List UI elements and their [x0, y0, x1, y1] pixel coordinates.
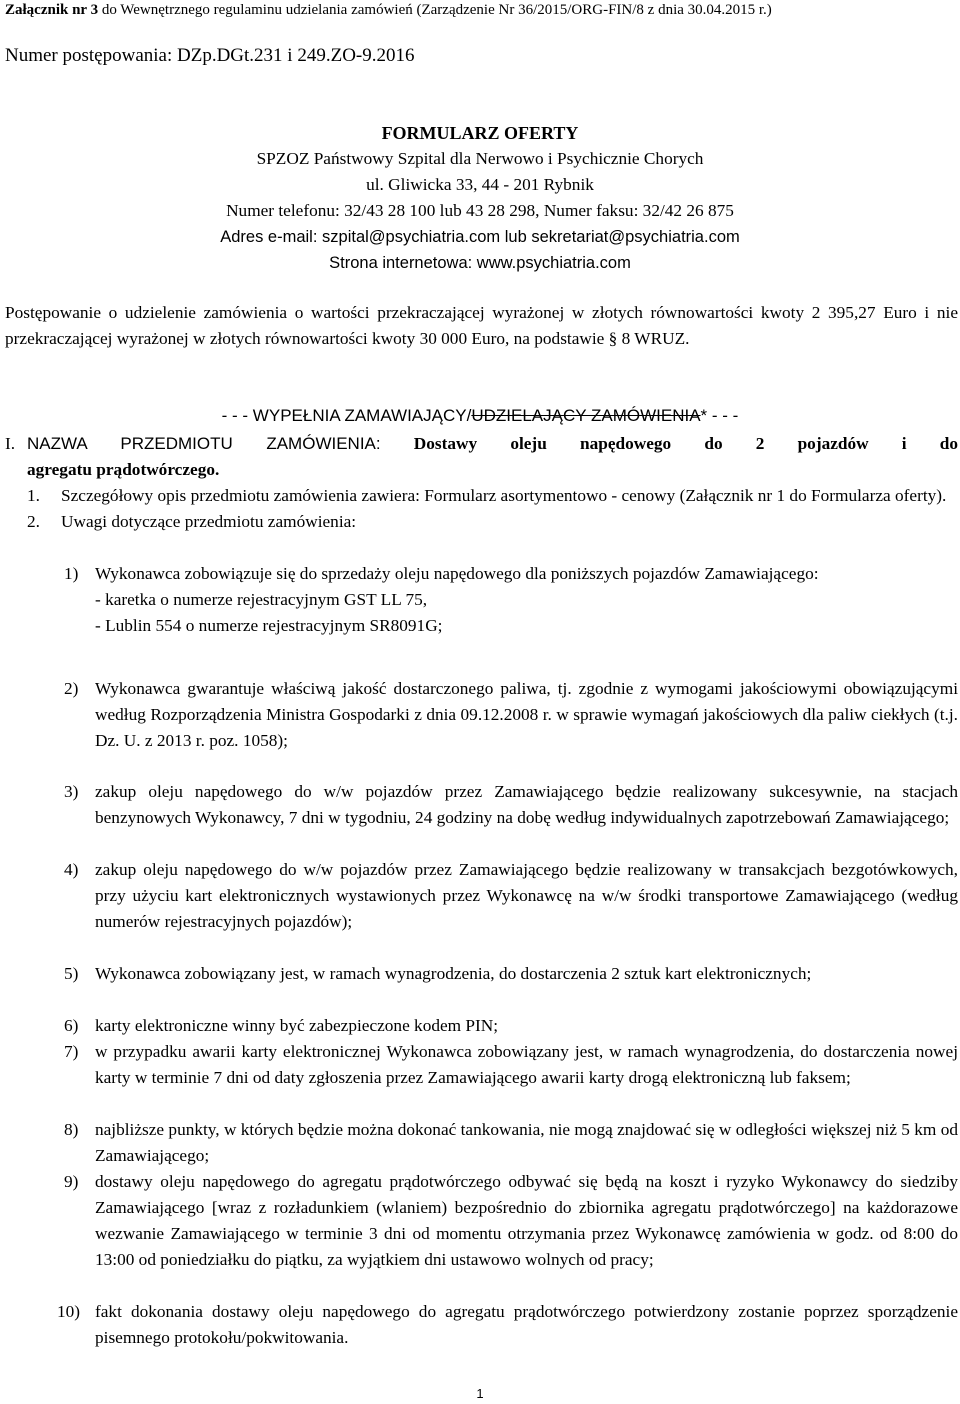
form-header — [0, 120, 960, 276]
sub-item-number: 3) — [64, 782, 79, 801]
sub-item-number: 7) — [64, 1042, 79, 1061]
item-number: 1. — [27, 486, 40, 505]
sub-item-3 — [27, 779, 958, 831]
attachment-reference: do Wewnętrznego regulaminu udzielania zamówień (Zarządzenie Nr 36/2015/ORG-FIN/8 z dnia 30.04.2015 r.) — [98, 2, 772, 18]
sub-item-number: 9) — [64, 1172, 79, 1191]
sub-item-number: 5) — [64, 964, 79, 983]
sub-item-9 — [27, 1169, 958, 1273]
sub-item-10 — [27, 1299, 958, 1351]
sub-item-5 — [27, 961, 958, 987]
section-number: I. — [5, 434, 16, 453]
sub-item-6 — [27, 1013, 958, 1039]
item-text: Szczegółowy opis przedmiotu zamówienia zawiera: Formularz asortymentowo - cenowy (Załącznik nr 1 do Formularza oferty). — [61, 486, 947, 505]
sub-item-number: 10) — [57, 1302, 81, 1321]
sub-item-number: 4) — [64, 860, 79, 879]
sub-item-text: w przypadku awarii karty elektronicznej Wykonawca zobowiązany jest, w ramach wynagrodzenia, do dostarczenia nowej karty w terminie 7 dni od daty zgłoszenia przez Zamawiającego awarii karty drogą elektroniczną lub faksem; — [95, 1042, 958, 1087]
sub-item-1 — [27, 561, 958, 639]
procedure-description — [5, 300, 958, 352]
list-item — [27, 483, 958, 509]
subject-value-1: Dostawy oleju napędowego do 2 pojazdów i do — [413, 434, 958, 453]
section-subject — [5, 431, 958, 483]
sub-item-4 — [27, 857, 958, 935]
vehicle-line: - karetka o numerze rejestracyjnym GST LL 75, — [95, 590, 428, 609]
sub-item-8 — [27, 1117, 958, 1169]
fill-prefix: - - - WYPEŁNIA ZAMAWIAJĄCY/ — [221, 406, 472, 425]
institution-address: ul. Gliwicka 33, 44 - 201 Rybnik — [366, 175, 594, 194]
sub-item-2 — [27, 676, 958, 754]
items-list — [27, 483, 958, 535]
email-line: Adres e-mail: szpital@psychiatria.com lub sekretariat@psychiatria.com — [220, 228, 740, 246]
sub-item-number: 6) — [64, 1016, 79, 1035]
sub-item-text: Wykonawca gwarantuje właściwą jakość dostarczonego paliwa, tj. zgodnie z wymogami jakościowymi obowiązującymi według Rozporządzenia Ministra Gospodarki z dnia 09.12.2008 r. w sprawie wymagań jakościowych dla paliw ciekłych (t.j. Dz. U. z 2013 r. poz. 1058); — [95, 679, 958, 750]
sub-item-text: dostawy oleju napędowego do agregatu prądotwórczego odbywać się będą na koszt i ryzyko Wykonawcy do siedziby Zamawiającego [wraz z rozładunkiem (wlaniem) bezpośrednio do zbiornika agregatu prądotwórczego] na każdorazowe wezwanie Zamawiającego w terminie 3 dni od momentu otrzymania przez Wykonawcę zamówienia w godz. od 8:00 do 13:00 od poniedziałku do piątku, za wyjątkiem dni ustawowo wolnych od pracy; — [95, 1172, 958, 1269]
section-subject-line — [27, 431, 958, 457]
sub-item-number: 1) — [64, 564, 79, 583]
form-title: FORMULARZ OFERTY — [381, 123, 579, 143]
case-number: Numer postępowania: DZp.DGt.231 i 249.ZO-9.2016 — [5, 45, 415, 66]
sub-item-text: zakup oleju napędowego do w/w pojazdów przez Zamawiającego będzie realizowany w transakcjach bezgotówkowych, przy użyciu kart elektronicznych wystawionych przez Wykonawcę na w/w środki transportowe Zamawiającego (według numerów rejestracyjnych pojazdów); — [95, 860, 958, 931]
fill-suffix: * - - - — [700, 406, 739, 425]
attachment-note — [5, 0, 772, 20]
item-text: Uwagi dotyczące przedmiotu zamówienia: — [61, 512, 357, 531]
phone-fax: Numer telefonu: 32/43 28 100 lub 43 28 298, Numer faksu: 32/42 26 875 — [226, 201, 734, 220]
section-label: NAZWA PRZEDMIOTU ZAMÓWIENIA: — [27, 434, 381, 453]
institution-name: SPZOZ Państwowy Szpital dla Nerwowo i Psychicznie Chorych — [256, 149, 704, 168]
sub-item-text: najbliższe punkty, w których będzie można dokonać tankowania, nie mogą znajdować się w odległości większej niż 5 km od Zamawiającego; — [95, 1120, 958, 1165]
sub-item-number: 2) — [64, 679, 79, 698]
sub-item-text: Wykonawca zobowiązuje się do sprzedaży oleju napędowego dla poniższych pojazdów Zamawiającego: — [95, 564, 819, 583]
sub-item-text: karty elektroniczne winny być zabezpieczone kodem PIN; — [95, 1016, 499, 1035]
sub-item-number: 8) — [64, 1120, 79, 1139]
sub-item-text: zakup oleju napędowego do w/w pojazdów przez Zamawiającego będzie realizowany sukcesywnie, na stacjach benzynowych Wykonawcy, 7 dni w tygodniu, 24 godziny na dobę według indywidualnych zapotrzebowań Zamawiającego; — [95, 782, 958, 827]
item-number: 2. — [27, 512, 40, 531]
sub-item-text: Wykonawca zobowiązany jest, w ramach wynagrodzenia, do dostarczenia 2 sztuk kart elektronicznych; — [95, 964, 812, 983]
sub-item-text: fakt dokonania dostawy oleju napędowego do agregatu prądotwórczego potwierdzony zostanie poprzez sporządzenie pisemnego protokołu/pokwitowania. — [95, 1302, 958, 1347]
subject-value-2: agregatu prądotwórczego. — [27, 460, 220, 479]
procedure-text: Postępowanie o udzielenie zamówienia o wartości przekraczającej wyrażonej w złotych równowartości kwoty 2 395,27 Euro i nie przekraczającej wyrażonej w złotych równowartości kwoty 30 000 Euro, na podstawie § 8 WRUZ. — [5, 303, 958, 348]
vehicle-line: - Lublin 554 o numerze rejestracyjnym SR8091G; — [95, 616, 443, 635]
list-item — [27, 509, 958, 535]
fill-struck: UDZIELAJĄCY ZAMÓWIENIA — [471, 406, 701, 425]
page-number: 1 — [476, 1386, 484, 1401]
fill-instruction — [0, 403, 960, 429]
sub-item-7 — [27, 1039, 958, 1091]
attachment-label: Załącznik nr 3 — [5, 2, 99, 18]
website-line: Strona internetowa: www.psychiatria.com — [329, 254, 631, 272]
